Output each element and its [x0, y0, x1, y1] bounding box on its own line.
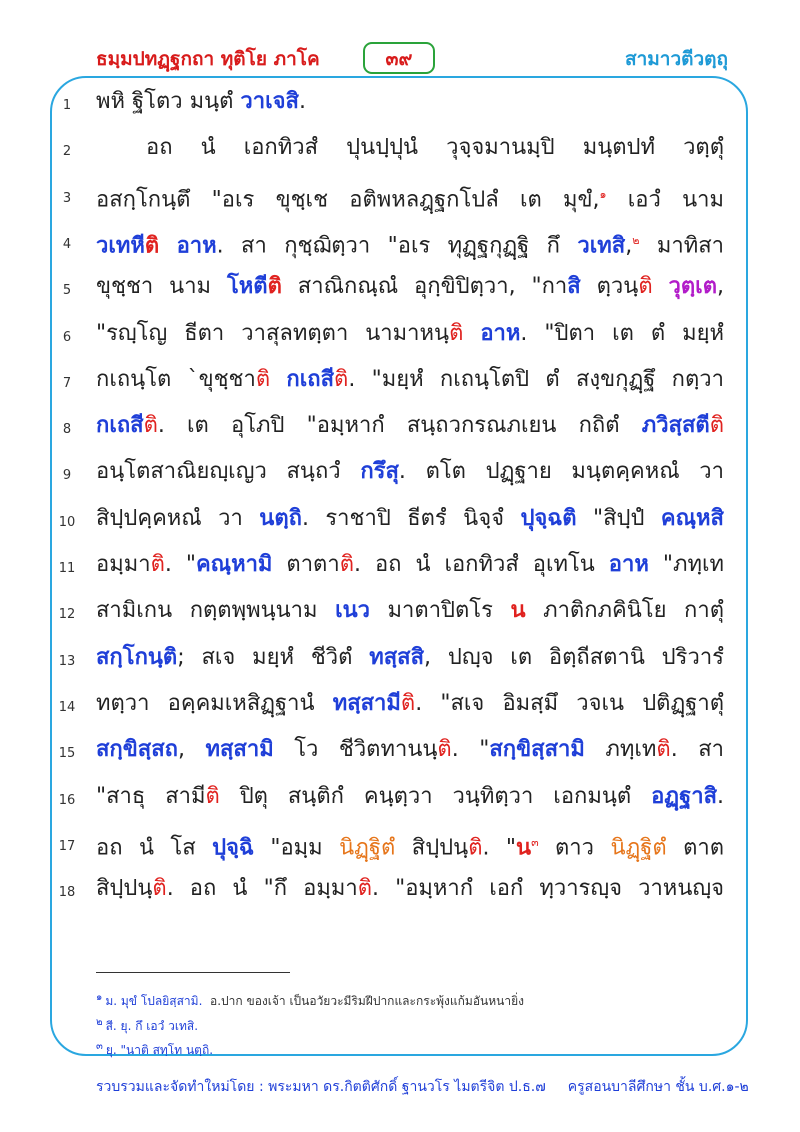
text-segment: ภทฺเท — [584, 737, 657, 763]
highlighted-word: ติ — [334, 366, 349, 392]
text-segment: ทตฺวา อคฺคมเหสิฏฺฐานํ — [96, 690, 333, 716]
text-line — [0, 686, 800, 732]
highlighted-word: ทสฺสามิ — [205, 737, 274, 763]
highlighted-word: อาห — [608, 552, 649, 577]
text-line — [0, 825, 800, 871]
highlighted-word: นิฏฺฐิตํ — [339, 835, 396, 861]
text-line — [0, 640, 800, 686]
highlighted-word: น — [510, 598, 526, 624]
text-segment — [463, 321, 480, 346]
text-segment: , ปญฺจ เต อิตฺถีสตานิ ปริวารํ — [424, 644, 724, 670]
book-title: ธมฺมปทฏฺฐกถา ทุติโย ภาโค — [96, 48, 320, 70]
footnote-marker: ๑ — [599, 187, 607, 201]
line-text — [96, 84, 724, 120]
text-segment: อนฺโตสาณิยญฺเญว สนฺถวํ — [96, 459, 361, 485]
text-segment: สิปฺปนฺ — [395, 835, 469, 861]
highlighted-word: วุตฺเต — [668, 274, 717, 300]
text-segment: ขุชฺชา นาม — [96, 274, 227, 300]
text-segment: . — [298, 89, 306, 114]
line-number: 9 — [62, 468, 72, 484]
text-line — [0, 779, 800, 825]
highlighted-word: ติ — [437, 737, 452, 763]
text-segment: มาทิสา — [639, 233, 724, 259]
line-number: 17 — [58, 838, 76, 854]
text-segment: . " — [164, 552, 196, 577]
text-line — [0, 593, 800, 639]
highlighted-word: คณฺหามิ — [195, 552, 273, 577]
text-line — [0, 547, 800, 593]
text-segment: อถ นํ เอกทิวสํ ปุนปฺปุนํ วุจฺจมานมฺปิ มนฺตปทํ วตฺตุํ — [146, 135, 724, 161]
footer-course: ครูสอนบาลีศึกษา ชั้น บ.ศ.๑-๒ — [567, 1079, 749, 1095]
line-number: 8 — [62, 422, 72, 438]
text-line — [0, 223, 800, 269]
highlighted-word: กรึสุ — [360, 459, 399, 485]
text-segment: . "ปิตา เต ตํ มยฺหํ — [520, 320, 724, 346]
text-line — [0, 316, 800, 362]
text-segment: อสกฺโกนฺตึ "อเร ขุชฺเช อติพหลฎฺฐกโปลํ เต มุขํ, — [96, 186, 600, 212]
highlighted-word: นิฏฺฐิตํ — [610, 835, 667, 861]
text-segment: . "อมฺหากํ เอกํ ทฺวารญฺจ วาหนญฺจ — [371, 876, 724, 902]
line-number: 1 — [62, 98, 72, 113]
line-text — [96, 362, 724, 398]
text-line — [0, 454, 800, 500]
highlighted-word: ปุจฺฉิ — [212, 835, 254, 861]
text-line — [0, 269, 800, 315]
line-text — [146, 130, 724, 166]
highlighted-word: ติ — [150, 552, 165, 577]
line-number: 2 — [62, 144, 72, 160]
line-number: 10 — [58, 514, 76, 530]
highlighted-word: วาเจสิ — [240, 89, 299, 114]
text-line — [0, 732, 800, 778]
highlighted-word: ติ — [638, 274, 653, 300]
text-segment: กเถนฺโต `ขุชฺชา — [96, 366, 256, 392]
highlighted-word: อาห — [480, 320, 521, 346]
line-text — [96, 593, 724, 629]
text-segment: . " — [451, 737, 490, 763]
highlighted-word: ติ — [339, 552, 354, 577]
text-line — [0, 130, 800, 176]
text-line — [0, 84, 800, 130]
highlighted-word: สกฺโกนฺติ — [96, 644, 178, 670]
text-segment: . เต อุโภปิ "อมฺหากํ สนฺถวกรณภเยน กถิตํ — [157, 413, 642, 439]
text-segment: ภาติกภคินิโย กาตุํ — [525, 598, 724, 624]
line-number: 13 — [58, 653, 76, 669]
line-text — [96, 547, 724, 583]
text-segment: "สาธุ สามี — [96, 783, 206, 809]
footnote-marker: ๓ — [531, 835, 539, 849]
text-segment: "สิปฺปํ — [576, 505, 661, 531]
highlighted-word: นตฺถิ — [259, 505, 302, 531]
text-segment: . — [717, 783, 724, 809]
line-text — [96, 408, 724, 444]
footnote-marker: ๒ — [632, 233, 640, 247]
line-text — [96, 732, 724, 768]
highlighted-word: กเถสี — [96, 413, 144, 439]
highlighted-word: อาห — [176, 233, 217, 259]
text-segment: "ภทฺเท — [648, 552, 724, 577]
line-number: 12 — [58, 607, 76, 623]
text-segment: ตฺวนฺ — [580, 274, 639, 300]
text-segment: สามิเกน กตฺตพฺพนฺนาม — [96, 598, 336, 624]
line-text — [96, 316, 724, 352]
highlighted-word: ติ — [400, 690, 416, 716]
text-segment: . "สเจ อิมสฺมึ วจเน ปติฏฺฐาตุํ — [415, 690, 724, 716]
text-line — [0, 177, 800, 223]
text-segment: พหิ ฐิโตว มนฺตํ — [96, 89, 241, 114]
text-segment: โว ชีวิตทานนฺ — [273, 737, 438, 763]
text-segment: ตาว — [538, 835, 611, 861]
highlighted-word: ปุจฺฉติ — [520, 505, 577, 531]
line-number: 5 — [62, 283, 72, 299]
page-footer — [96, 1076, 749, 1098]
line-number: 3 — [62, 190, 72, 206]
text-segment — [159, 233, 176, 258]
text-segment: . " — [482, 835, 517, 861]
line-text — [96, 871, 724, 907]
highlighted-word: ติ — [267, 274, 282, 300]
highlighted-word: ทสฺสสิ — [369, 644, 425, 670]
footnote-3: $^๓$ ยุ. "นาติ สทฺโท นตฺถิ. — [96, 1041, 214, 1057]
text-segment: อมฺมา — [96, 552, 151, 577]
highlighted-word: ติ — [357, 876, 372, 902]
page-number: ๓๙ — [363, 42, 435, 74]
highlighted-word: สกฺขิสฺสามิ — [489, 737, 585, 763]
line-text — [96, 640, 724, 676]
footnote-1: $^๑$ ม. มุขํ โปลยิสฺสามิ. อ.ปาก ของเจ้า เป็นอวัยวะมีริมฝีปากและกระพุ้งแก้มอันหนายิ่ง — [96, 992, 524, 1008]
text-segment: ตาต — [666, 835, 724, 861]
text-segment — [653, 274, 669, 299]
line-number: 6 — [62, 329, 72, 345]
text-line — [0, 501, 800, 547]
line-text — [96, 177, 724, 218]
highlighted-word: ติ — [255, 366, 271, 392]
highlighted-word: อฏฺฐาสิ — [651, 783, 717, 809]
text-segment: สิปฺปคฺคหณํ วา — [96, 505, 260, 531]
line-text — [96, 779, 724, 815]
line-text — [96, 825, 724, 866]
highlighted-word: ติ — [205, 783, 220, 809]
text-line — [0, 871, 800, 917]
text-segment: สิปฺปนฺ — [96, 876, 153, 902]
text-segment: , — [716, 274, 724, 300]
highlighted-word: ติ — [449, 320, 464, 346]
highlighted-word: กเถสี — [286, 366, 335, 392]
text-segment: . สา — [670, 737, 724, 763]
text-segment: , — [625, 233, 633, 259]
text-segment — [270, 367, 286, 392]
line-number: 7 — [62, 375, 72, 391]
text-segment: "อมฺม — [253, 835, 340, 861]
line-number: 11 — [58, 561, 76, 576]
story-title: สามาวตีวตฺถุ — [625, 48, 728, 70]
highlighted-word: ทสฺสามี — [332, 690, 401, 716]
line-text — [96, 686, 724, 722]
highlighted-word: สิ — [567, 274, 581, 300]
highlighted-word: ติ — [143, 413, 158, 439]
highlighted-word: ติ — [152, 876, 167, 902]
text-segment: . ราชาปิ ธีตรํ นิจฺจํ — [301, 505, 521, 531]
text-segment: ; สเจ มยฺหํ ชีวิตํ — [177, 644, 370, 670]
text-segment: สาณิกณฺณํ อุกฺขิปิตฺวา, "กา — [281, 274, 568, 300]
text-segment: . ตโต ปฏฺฐาย มนฺตคฺคหณํ วา — [398, 459, 724, 485]
line-number: 16 — [58, 792, 76, 808]
line-text — [96, 501, 724, 537]
text-segment: ตาตา — [272, 552, 340, 577]
highlighted-word: น — [516, 835, 532, 861]
line-number: 18 — [58, 885, 76, 901]
highlighted-word: เนว — [335, 598, 371, 624]
highlighted-word: โหตี — [226, 274, 268, 300]
line-text — [96, 223, 724, 264]
footnote-2: $^๒$ สี. ยุ. กึ เอวํ วเทสิ. — [96, 1017, 199, 1033]
highlighted-word: ติ — [709, 413, 724, 439]
text-line — [0, 408, 800, 454]
text-segment: . "มยฺหํ กเถนฺโตปิ ตํ สงฺขกุฏฺฐึ กตฺวา — [348, 366, 724, 392]
text-segment: . สา กุชฺฌิตฺวา "อเร ทุฏฺฐกุฏฺฐิ กึ — [216, 233, 578, 259]
line-number: 14 — [58, 699, 76, 715]
line-number: 15 — [58, 746, 76, 762]
highlighted-word: สกฺขิสฺสถ — [96, 737, 178, 763]
text-segment: เอวํ นาม — [606, 186, 724, 212]
text-line — [0, 362, 800, 408]
text-segment: . อถ นํ "กึ อมฺมา — [166, 876, 358, 902]
footer-author: รวบรวมและจัดทำใหม่โดย : พระมหา ดร.กิตติศักดิ์ ฐานวโร ไมตรีจิต ป.ธ.๗ — [96, 1079, 546, 1095]
line-text — [96, 269, 724, 305]
text-segment: ปิตุ สนฺติกํ คนฺตฺวา วนฺทิตฺวา เอกมนฺตํ — [219, 783, 652, 809]
highlighted-word: ติ — [144, 233, 160, 259]
highlighted-word: ภวิสฺสตี — [641, 413, 710, 439]
highlighted-word: คณฺหสิ — [660, 505, 724, 531]
highlighted-word: วเทหี — [96, 233, 145, 259]
highlighted-word: ติ — [468, 835, 483, 861]
highlighted-word: ติ — [656, 737, 671, 763]
highlighted-word: วเทสิ — [577, 233, 626, 259]
text-segment: อถ นํ โส — [96, 835, 213, 861]
line-text — [96, 454, 724, 490]
footnote-rule — [96, 972, 290, 973]
line-number: 4 — [62, 236, 72, 252]
text-segment: มาตาปิตโร — [370, 598, 511, 624]
text-segment: . อถ นํ เอกทิวสํ อุเทโน — [353, 552, 609, 577]
text-segment: , — [177, 737, 206, 763]
text-segment: "รญฺโญ ธีตา วาสุลทตฺตา นามาหนฺ — [96, 320, 450, 346]
